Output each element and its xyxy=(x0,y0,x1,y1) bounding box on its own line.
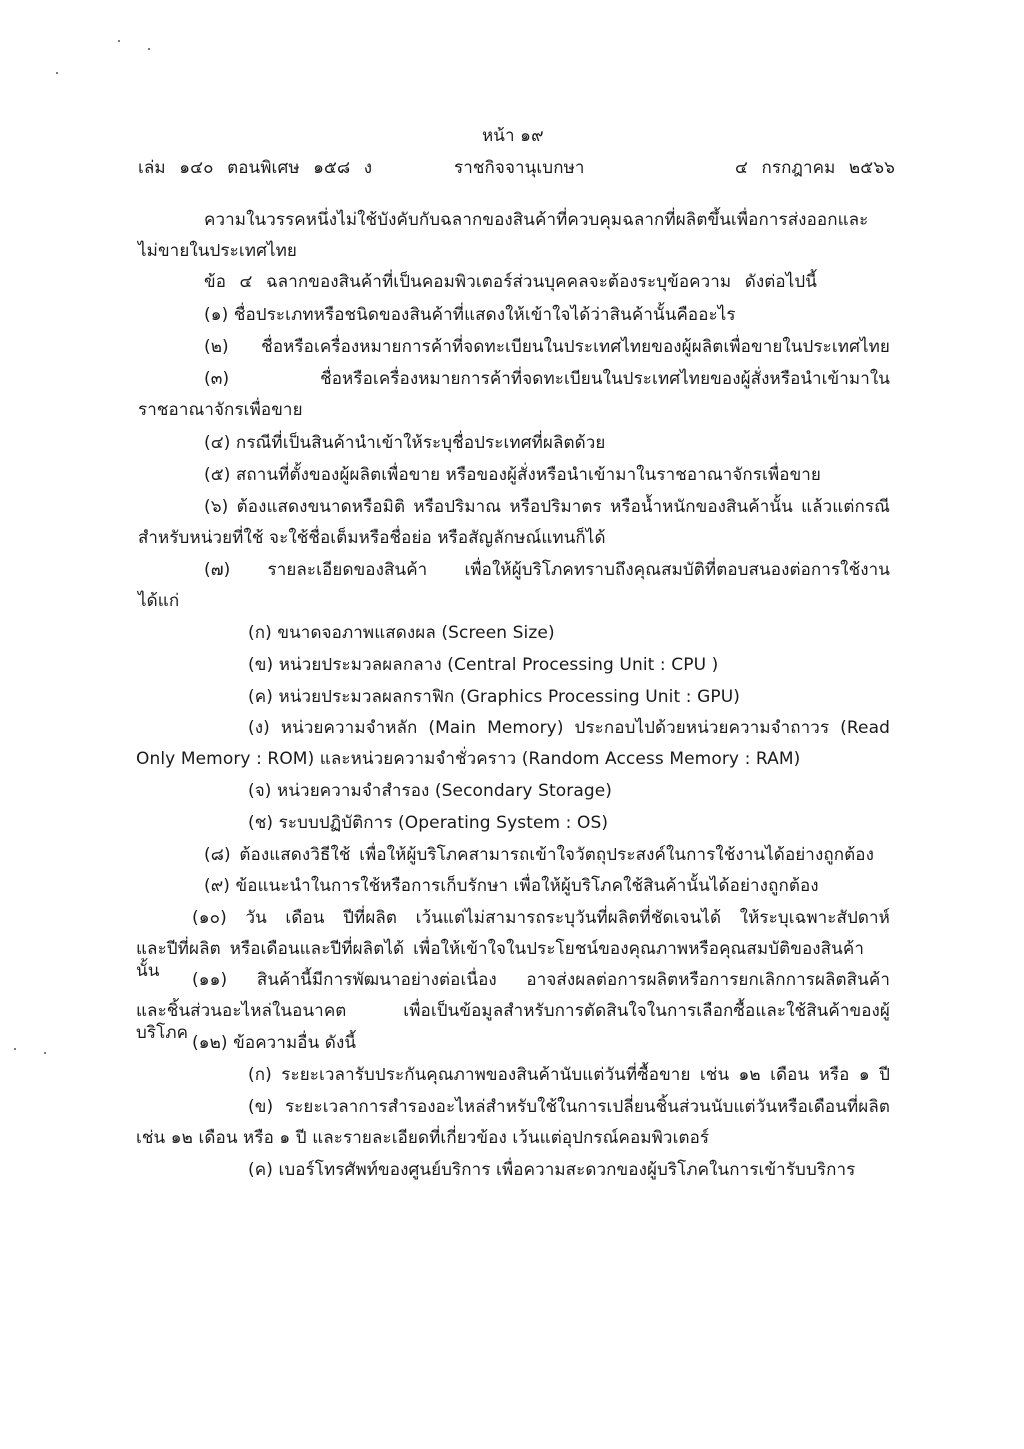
page-number: หน้า ๑๙ xyxy=(482,126,544,146)
item-7-sub-kho: (ข) หน่วยประมวลผลกลาง (Central Processing Unit : CPU ) xyxy=(248,655,719,675)
scan-speck xyxy=(44,1052,46,1054)
item-12: (๑๒) ข้อความอื่น ดังนี้ xyxy=(192,1033,357,1053)
item-7-line-1: (๗) รายละเอียดของสินค้า เพื่อให้ผู้บริโภคทราบถึงคุณสมบัติที่ตอบสนองต่อการใช้งาน xyxy=(204,560,890,580)
intro-paragraph-line-1: ความในวรรคหนึ่งไม่ใช้บังคับกับฉลากของสินค้าที่ควบคุมฉลากที่ผลิตขึ้นเพื่อการส่งออกและ xyxy=(204,210,869,230)
item-11-line-1: (๑๑) สินค้านี้มีการพัฒนาอย่างต่อเนื่อง อาจส่งผลต่อการผลิตหรือการยกเลิกการผลิตสินค้า xyxy=(192,970,890,990)
item-1: (๑) ชื่อประเภทหรือชนิดของสินค้าที่แสดงให้เข้าใจได้ว่าสินค้านั้นคืออะไร xyxy=(204,305,736,325)
item-3-line-1: (๓) ชื่อหรือเครื่องหมายการค้าที่จดทะเบียนในประเทศไทยของผู้สั่งหรือนำเข้ามาใน xyxy=(204,369,890,389)
gazette-date: ๔ กรกฎาคม ๒๕๖๖ xyxy=(735,158,895,178)
scan-speck xyxy=(14,1048,16,1050)
item-12-sub-kho-line-1: (ข) ระยะเวลาการสำรองอะไหล่สำหรับใช้ในการเปลี่ยนชิ้นส่วนนับแต่วันหรือเดือนที่ผลิต xyxy=(248,1097,890,1117)
item-7-sub-ka: (ก) ขนาดจอภาพแสดงผล (Screen Size) xyxy=(248,623,555,643)
item-11-line-2: และชิ้นส่วนอะไหล่ในอนาคต เพื่อเป็นข้อมูลสำหรับการตัดสินใจในการเลือกซื้อและใช้สินค้าของผู้บริโภค xyxy=(136,1001,890,1043)
item-6-line-2: สำหรับหน่วยที่ใช้ จะใช้ชื่อเต็มหรือชื่อย่อ หรือสัญลักษณ์แทนก็ได้ xyxy=(138,528,606,548)
item-7-sub-ngo-line-2: Only Memory : ROM) และหน่วยความจำชั่วคราว (Random Access Memory : RAM) xyxy=(136,749,801,769)
item-7-sub-cho: (จ) หน่วยความจำสำรอง (Secondary Storage) xyxy=(248,781,613,801)
item-7-sub-cho2: (ช) ระบบปฏิบัติการ (Operating System : OS) xyxy=(248,813,609,833)
clause-4: ข้อ ๔ ฉลากของสินค้าที่เป็นคอมพิวเตอร์ส่วนบุคคลจะต้องระบุข้อความ ดังต่อไปนี้ xyxy=(204,272,817,292)
item-5: (๕) สถานที่ตั้งของผู้ผลิตเพื่อขาย หรือของผู้สั่งหรือนำเข้ามาในราชอาณาจักรเพื่อขาย xyxy=(204,465,821,485)
intro-paragraph-line-2: ไม่ขายในประเทศไทย xyxy=(138,241,297,261)
item-7-line-2: ได้แก่ xyxy=(138,591,180,611)
item-10-line-1: (๑๐) วัน เดือน ปีที่ผลิต เว้นแต่ไม่สามารถระบุวันที่ผลิตที่ชัดเจนได้ ให้ระบุเฉพาะสัปดาห์ xyxy=(192,908,890,928)
item-6-line-1: (๖) ต้องแสดงขนาดหรือมิติ หรือปริมาณ หรือปริมาตร หรือน้ำหนักของสินค้านั้น แล้วแต่กรณี xyxy=(204,497,890,517)
scan-speck xyxy=(118,40,120,42)
item-9: (๙) ข้อแนะนำในการใช้หรือการเก็บรักษา เพื่อให้ผู้บริโภคใช้สินค้านั้นได้อย่างถูกต้อง xyxy=(204,876,819,896)
item-4: (๔) กรณีที่เป็นสินค้านำเข้าให้ระบุชื่อประเทศที่ผลิตด้วย xyxy=(204,433,606,453)
item-8: (๘) ต้องแสดงวิธีใช้ เพื่อให้ผู้บริโภคสามารถเข้าใจวัตถุประสงค์ในการใช้งานได้อย่างถูกต้อง xyxy=(204,845,874,865)
gazette-title: ราชกิจจานุเบกษา xyxy=(454,158,585,178)
item-12-sub-ka: (ก) ระยะเวลารับประกันคุณภาพของสินค้านับแต่วันที่ซื้อขาย เช่น ๑๒ เดือน หรือ ๑ ปี xyxy=(248,1065,890,1085)
scan-speck xyxy=(148,48,150,50)
item-12-sub-kho2: (ค) เบอร์โทรศัพท์ของศูนย์บริการ เพื่อความสะดวกของผู้บริโภคในการเข้ารับบริการ xyxy=(248,1160,856,1180)
scan-speck xyxy=(56,72,58,74)
item-12-sub-kho-line-2: เช่น ๑๒ เดือน หรือ ๑ ปี และรายละเอียดที่เกี่ยวข้อง เว้นแต่อุปกรณ์คอมพิวเตอร์ xyxy=(136,1128,710,1148)
item-7-sub-ngo-line-1: (ง) หน่วยความจำหลัก (Main Memory) ประกอบไปด้วยหน่วยความจำถาวร (Read xyxy=(248,718,890,738)
item-3-line-2: ราชอาณาจักรเพื่อขาย xyxy=(138,400,303,420)
gazette-volume: เล่ม ๑๔๐ ตอนพิเศษ ๑๕๘ ง xyxy=(138,158,373,178)
item-10-line-2: และปีที่ผลิต หรือเดือนและปีที่ผลิตได้ เพื่อให้เข้าใจในประโยชน์ของคุณภาพหรือคุณสมบัติของสินค้านั้น xyxy=(136,939,864,981)
item-7-sub-kho2: (ค) หน่วยประมวลผลกราฟิก (Graphics Processing Unit : GPU) xyxy=(248,687,741,707)
item-2: (๒) ชื่อหรือเครื่องหมายการค้าที่จดทะเบียนในประเทศไทยของผู้ผลิตเพื่อขายในประเทศไทย xyxy=(204,337,890,357)
